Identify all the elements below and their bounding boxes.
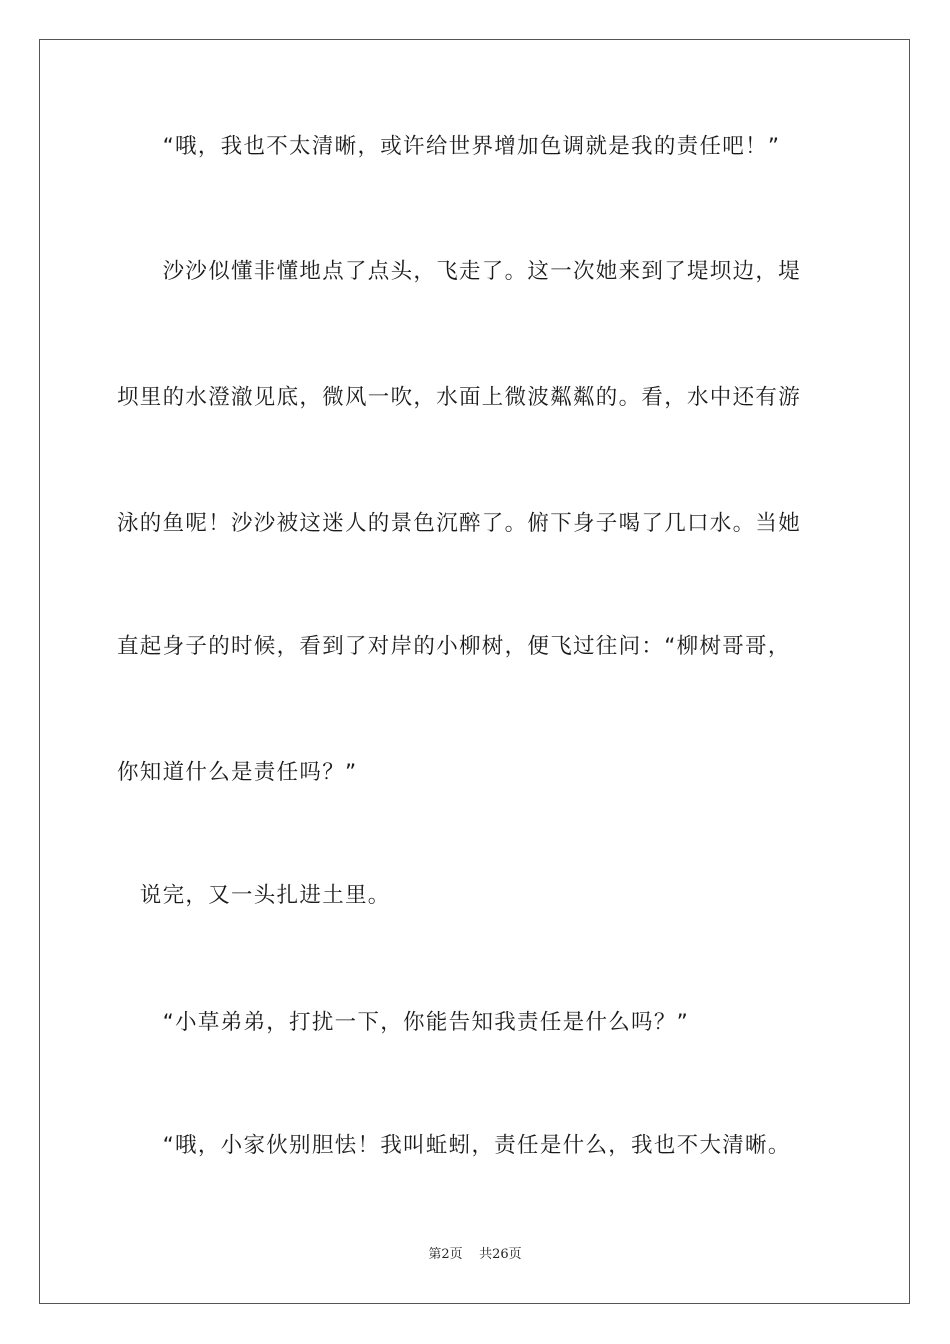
page-total: 共26页	[479, 1247, 522, 1262]
text-line: “小草弟弟，打扰一下，你能告知我责任是什么吗？”	[117, 1010, 690, 1035]
text-line: 你知道什么是责任吗？”	[117, 760, 358, 785]
text-line: “哦，小家伙别胆怯！我叫蚯蚓，责任是什么，我也不大清晰。	[117, 1133, 791, 1158]
page-number: 第2页	[428, 1247, 463, 1262]
text-line: 泳的鱼呢！沙沙被这迷人的景色沉醉了。俯下身子喝了几口水。当她	[117, 511, 802, 536]
text-line: 坝里的水澄澈见底，微风一吹，水面上微波粼粼的。看，水中还有游	[117, 385, 802, 410]
text-line: “哦，我也不太清晰，或许给世界增加色调就是我的责任吧！”	[117, 134, 781, 159]
page-footer	[0, 1246, 950, 1264]
text-line: 说完，又一头扎进土里。	[117, 883, 391, 908]
text-line: 直起身子的时候，看到了对岸的小柳树，便飞过往问：“柳树哥哥，	[117, 634, 791, 659]
page-border	[39, 39, 910, 1304]
text-line: 沙沙似懂非懂地点了点头，飞走了。这一次她来到了堤坝边，堤	[117, 259, 802, 284]
